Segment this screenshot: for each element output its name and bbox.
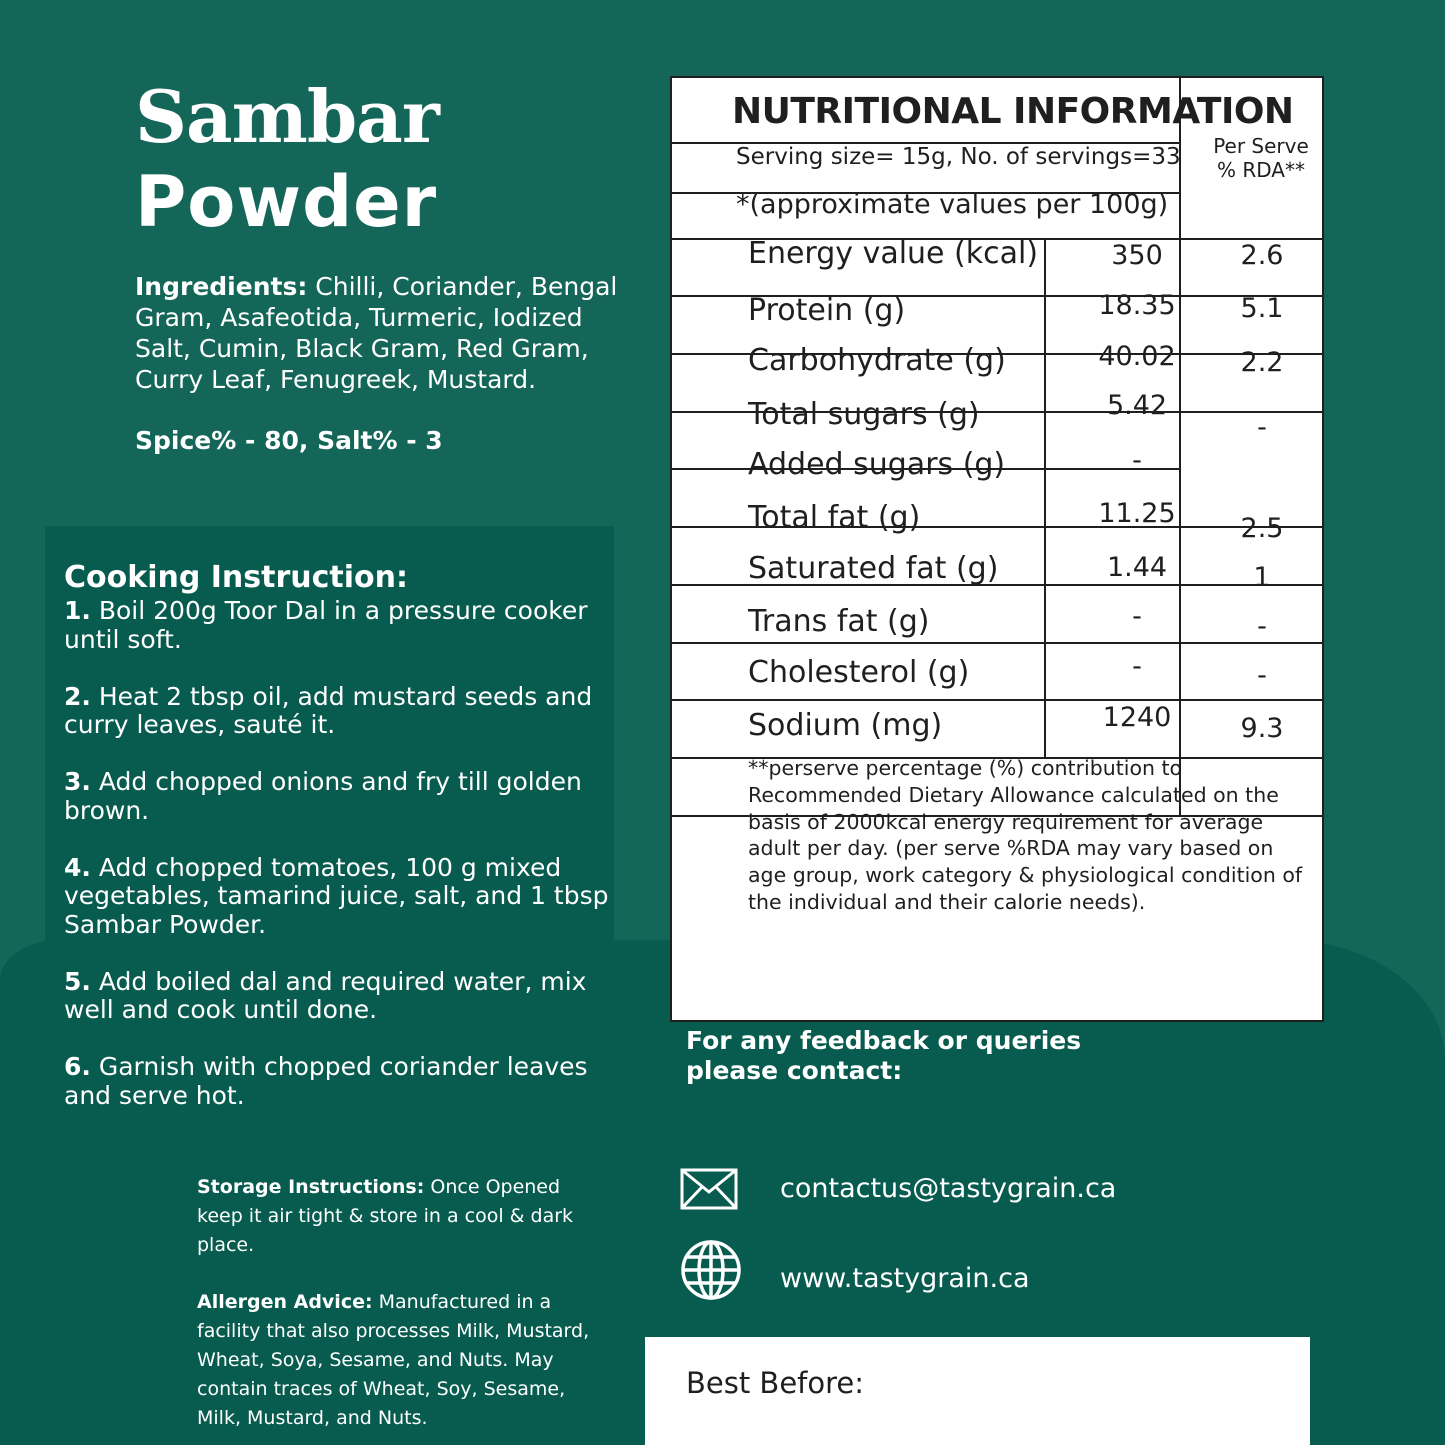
nutrient-value: 1.44 (1106, 552, 1168, 583)
nutrient-label: Energy value (kcal) (748, 236, 1039, 271)
feedback-text: For any feedback or queries please contact: (686, 1026, 1082, 1085)
cooking-step (64, 683, 609, 740)
nutrient-rda: 9.3 (1240, 713, 1284, 744)
per-serve-header (1200, 134, 1322, 182)
nutrient-label: Cholesterol (g) (748, 655, 970, 690)
storage-instructions (197, 1173, 597, 1260)
nutrient-rda: 2.2 (1240, 347, 1284, 378)
cooking-step (64, 968, 609, 1025)
step-number: 2. (64, 681, 91, 711)
nutrient-value: - (1132, 445, 1142, 476)
spice-salt: Spice% - 80, Salt% - 3 (135, 426, 443, 455)
nutrient-value: 40.02 (1098, 341, 1176, 372)
nutrient-value: 11.25 (1098, 498, 1176, 529)
rda-footnote: **perserve percentage (%) contribution to Recommended Dietary Allowance calculated on the basis of 2000kcal energy requirement for average adult per day. (per serve %RDA may vary based on age group, work category & physiological condition of the individual and their calorie needs). (748, 756, 1303, 914)
nutrient-rda: - (1257, 611, 1267, 642)
nutrition-title: NUTRITIONAL INFORMATION (732, 91, 1294, 132)
step-text: Add chopped tomatoes, 100 g mixed vegetables, tamarind juice, salt, and 1 tbsp Sambar Powder. (64, 852, 609, 939)
approx-note: *(approximate values per 100g) (736, 189, 1169, 220)
nutrient-rda: - (1257, 412, 1267, 443)
product-title: Sambar (135, 74, 439, 159)
allergen-advice (197, 1288, 597, 1433)
cooking-step (64, 854, 609, 940)
globe-icon (680, 1239, 742, 1301)
best-before-box (645, 1337, 1310, 1445)
ingredients (135, 271, 645, 395)
cooking-step (64, 768, 609, 825)
nutrient-rda: 2.5 (1240, 513, 1284, 544)
nutrient-value: 5.42 (1106, 390, 1168, 421)
nutrient-rda: 1 (1253, 562, 1271, 593)
nutrient-label: Sodium (mg) (748, 708, 943, 743)
step-text: Add boiled dal and required water, mix well and cook until done. (64, 966, 587, 1024)
serving-size: Serving size= 15g, No. of servings=33 (736, 144, 1181, 170)
nutrient-value: 1240 (1102, 702, 1172, 733)
nutrient-rda: 2.6 (1240, 240, 1284, 271)
nutrient-label: Total sugars (g) (748, 397, 980, 432)
nutrient-value: 350 (1111, 240, 1163, 271)
nutrient-value: 18.35 (1098, 290, 1176, 321)
nutrition-table (670, 76, 1324, 1022)
allergen-text: Manufactured in a facility that also processes Milk, Mustard, Wheat, Soya, Sesame, and Nuts. May contain traces of Wheat, Soy, Sesame, Milk, Mustard, and Nuts. (197, 1291, 590, 1429)
per-serve-line2: % RDA** (1217, 158, 1305, 182)
step-number: 3. (64, 767, 91, 796)
nutrient-label: Added sugars (g) (748, 447, 1006, 482)
nutrient-rda: - (1257, 660, 1267, 691)
step-text: Add chopped onions and fry till golden brown. (64, 767, 582, 825)
step-text: Boil 200g Toor Dal in a pressure cooker until soft. (64, 596, 588, 654)
nutrient-label: Saturated fat (g) (748, 551, 999, 586)
envelope-icon (680, 1168, 738, 1210)
cooking-step (64, 597, 609, 654)
nutrient-label: Trans fat (g) (748, 604, 930, 639)
ingredients-text: Chilli, Coriander, Bengal Gram, Asafeotida, Turmeric, Iodized Salt, Cumin, Black Gram, Red Gram, Curry Leaf, Fenugreek, Mustard. (135, 272, 618, 394)
nutrient-value: - (1132, 651, 1142, 682)
step-number: 1. (64, 596, 91, 625)
step-text: Garnish with chopped coriander leaves and serve hot. (64, 1052, 588, 1110)
step-number: 4. (64, 852, 91, 882)
cooking-steps (64, 597, 609, 1139)
per-serve-line1: Per Serve (1213, 134, 1309, 158)
allergen-label: Allergen Advice: (197, 1291, 373, 1313)
nutrient-rda: 5.1 (1240, 293, 1284, 324)
storage-label: Storage Instructions: (197, 1176, 425, 1198)
storage-text: Once Opened keep it air tight & store in a cool & dark place. (197, 1176, 574, 1256)
step-number: 5. (64, 966, 91, 996)
best-before-label: Best Before: (686, 1366, 865, 1400)
nutrient-label: Total fat (g) (748, 500, 921, 535)
website-link[interactable]: www.tastygrain.ca (780, 1263, 1030, 1294)
nutrient-label: Protein (g) (748, 293, 906, 328)
nutrient-value: - (1132, 601, 1142, 632)
ingredients-label: Ingredients: (135, 272, 308, 301)
product-subtitle: Powder (135, 161, 438, 243)
cooking-title: Cooking Instruction: (64, 560, 408, 595)
cooking-step (64, 1053, 609, 1110)
nutrient-label: Carbohydrate (g) (748, 343, 1006, 378)
step-number: 6. (64, 1052, 91, 1081)
step-text: Heat 2 tbsp oil, add mustard seeds and curry leaves, sauté it. (64, 681, 593, 739)
email-link[interactable]: contactus@tastygrain.ca (780, 1173, 1117, 1204)
